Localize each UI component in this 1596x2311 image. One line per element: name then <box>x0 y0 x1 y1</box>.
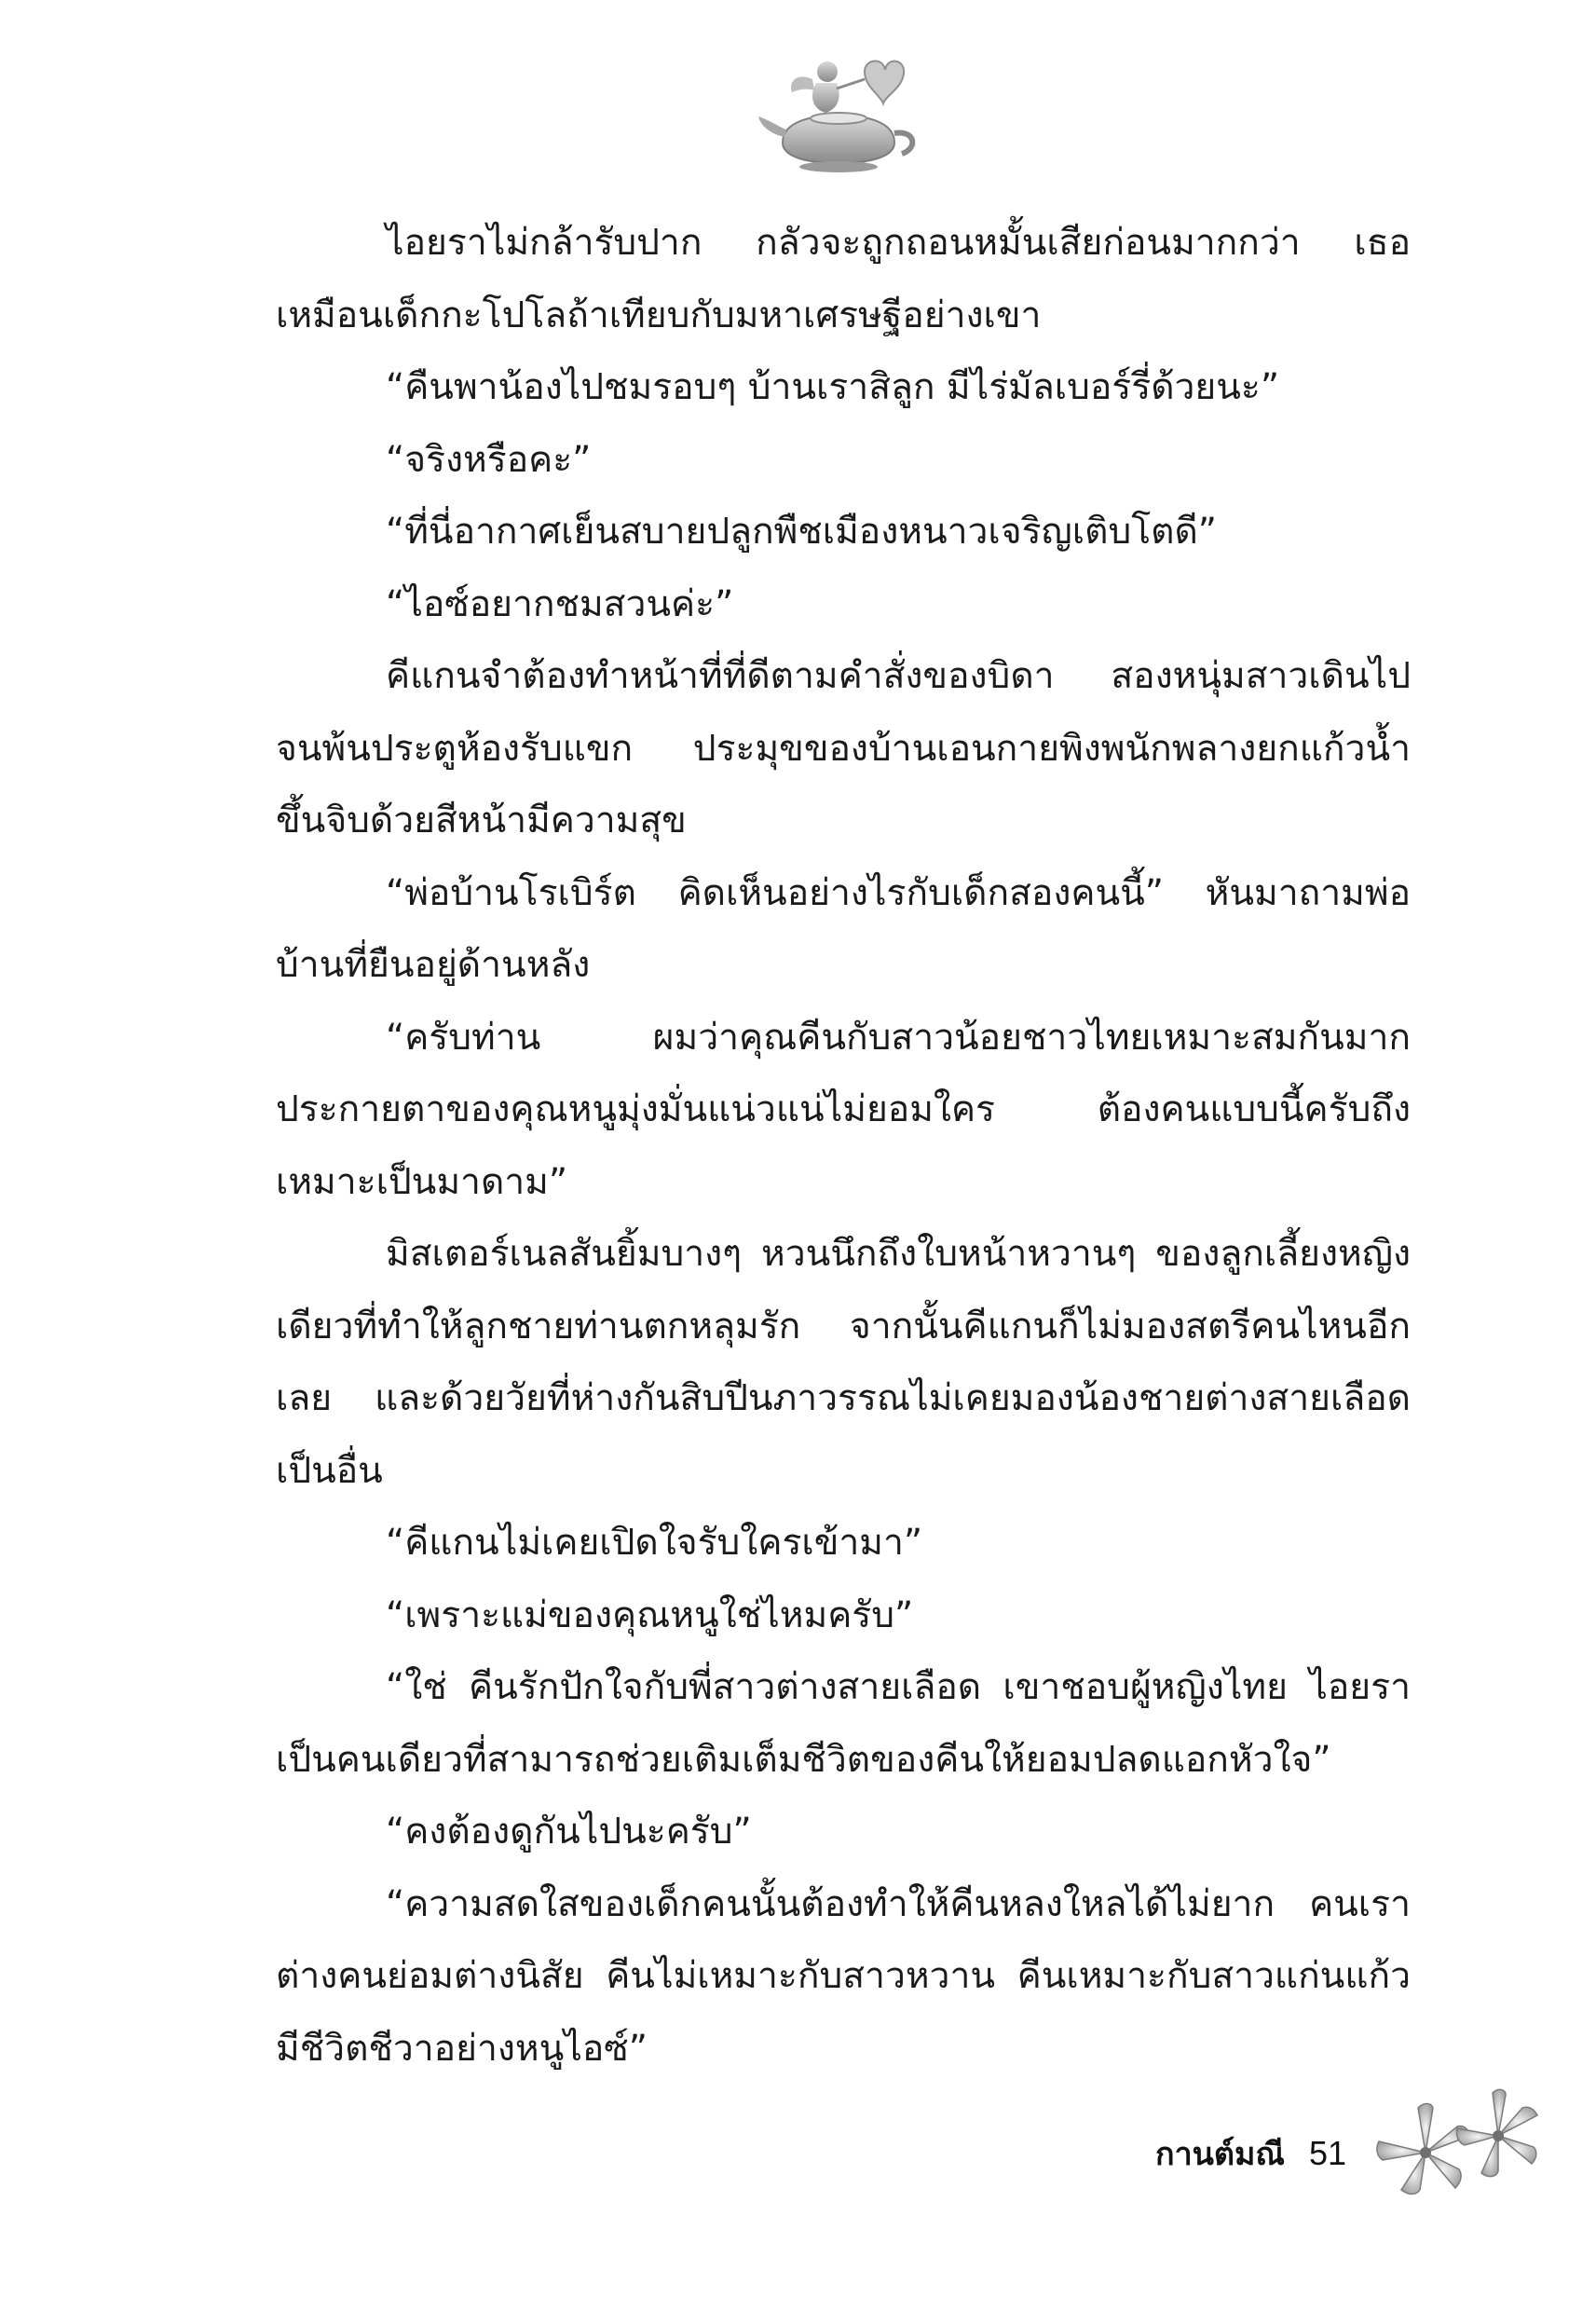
book-title: กานต์มณี <box>1155 2136 1285 2173</box>
page-footer <box>1155 2128 1346 2184</box>
paragraph: “ใช่ คีนรักปักใจกับพี่สาวต่างสายเลือด เขาชอบผู้หญิงไทย ไอยราเป็นคนเดียวที่สามารถช่วยเติมเต็มชีวิตของคีนให้ยอมปลดแอกหัวใจ” <box>276 1666 1411 1781</box>
paragraph: “ความสดใสของเด็กคนนั้นต้องทำให้คีนหลงใหลได้ไม่ยาก คนเราต่างคนย่อมต่างนิสัย คีนไม่เหมาะกับสาวหวาน คีนเหมาะกับสาวแก่นแก้วมีชีวิตชีวาอย่างหนูไอซ์” <box>276 1882 1411 2070</box>
dialogue-line: “ไอซ์อยากชมสวนค่ะ” <box>386 582 734 625</box>
page-number: 51 <box>1308 2134 1347 2172</box>
dialogue-line: “คืนพาน้องไปชมรอบๆ บ้านเราสิลูก มีไร่มัลเบอร์รี่ด้วยนะ” <box>386 366 1280 408</box>
paragraph: ไอยราไม่กล้ารับปาก กลัวจะถูกถอนหมั้นเสียก่อนมากกว่า เธอเหมือนเด็กกะโปโลถ้าเทียบกับมหาเศรษฐีอย่างเขา <box>276 222 1411 336</box>
dialogue-line: “จริงหรือคะ” <box>386 438 592 481</box>
dialogue-line: “คีแกนไม่เคยเปิดใจรับใครเข้ามา” <box>386 1522 923 1564</box>
lily-flowers-ornament-icon <box>1360 2078 1556 2218</box>
body-text <box>276 207 1411 2085</box>
dialogue-line: “คงต้องดูกันไปนะครับ” <box>386 1811 752 1853</box>
paragraph: “พ่อบ้านโรเบิร์ต คิดเห็นอย่างไรกับเด็กสองคนนี้” หันมาถามพ่อบ้านที่ยืนอยู่ด้านหลัง <box>276 871 1411 986</box>
dialogue-line: “ที่นี่อากาศเย็นสบายปลูกพืชเมืองหนาวเจริญเติบโตดี” <box>386 511 1218 553</box>
paragraph: มิสเตอร์เนลสันยิ้มบางๆ หวนนึกถึงใบหน้าหวานๆ ของลูกเลี้ยงหญิงเดียวที่ทำให้ลูกชายท่านตกหลุมรัก จากนั้นคีแกนก็ไม่มองสตรีคนไหนอีกเลย และด้วยวัยที่ห่างกันสิบปีนภาวรรณไม่เคยมองน้องชายต่างสายเลือดเป็นอื่น <box>276 1233 1411 1492</box>
teapot-with-cupid-ornament-icon <box>755 51 922 191</box>
dialogue-line: “เพราะแม่ของคุณหนูใช่ไหมครับ” <box>386 1593 914 1636</box>
paragraph: “ครับท่าน ผมว่าคุณคีนกับสาวน้อยชาวไทยเหมาะสมกันมาก ประกายตาของคุณหนูมุ่งมั่นแน่วแน่ไม่ยอมใคร ต้องคนแบบนี้ครับถึงเหมาะเป็นมาดาม” <box>276 1016 1411 1203</box>
paragraph: คีแกนจำต้องทำหน้าที่ที่ดีตามคำสั่งของบิดา สองหนุ่มสาวเดินไปจนพ้นประตูห้องรับแขก ประมุขของบ้านเอนกายพิงพนักพลางยกแก้วน้ำขึ้นจิบด้วยสีหน้ามีความสุข <box>276 655 1411 841</box>
